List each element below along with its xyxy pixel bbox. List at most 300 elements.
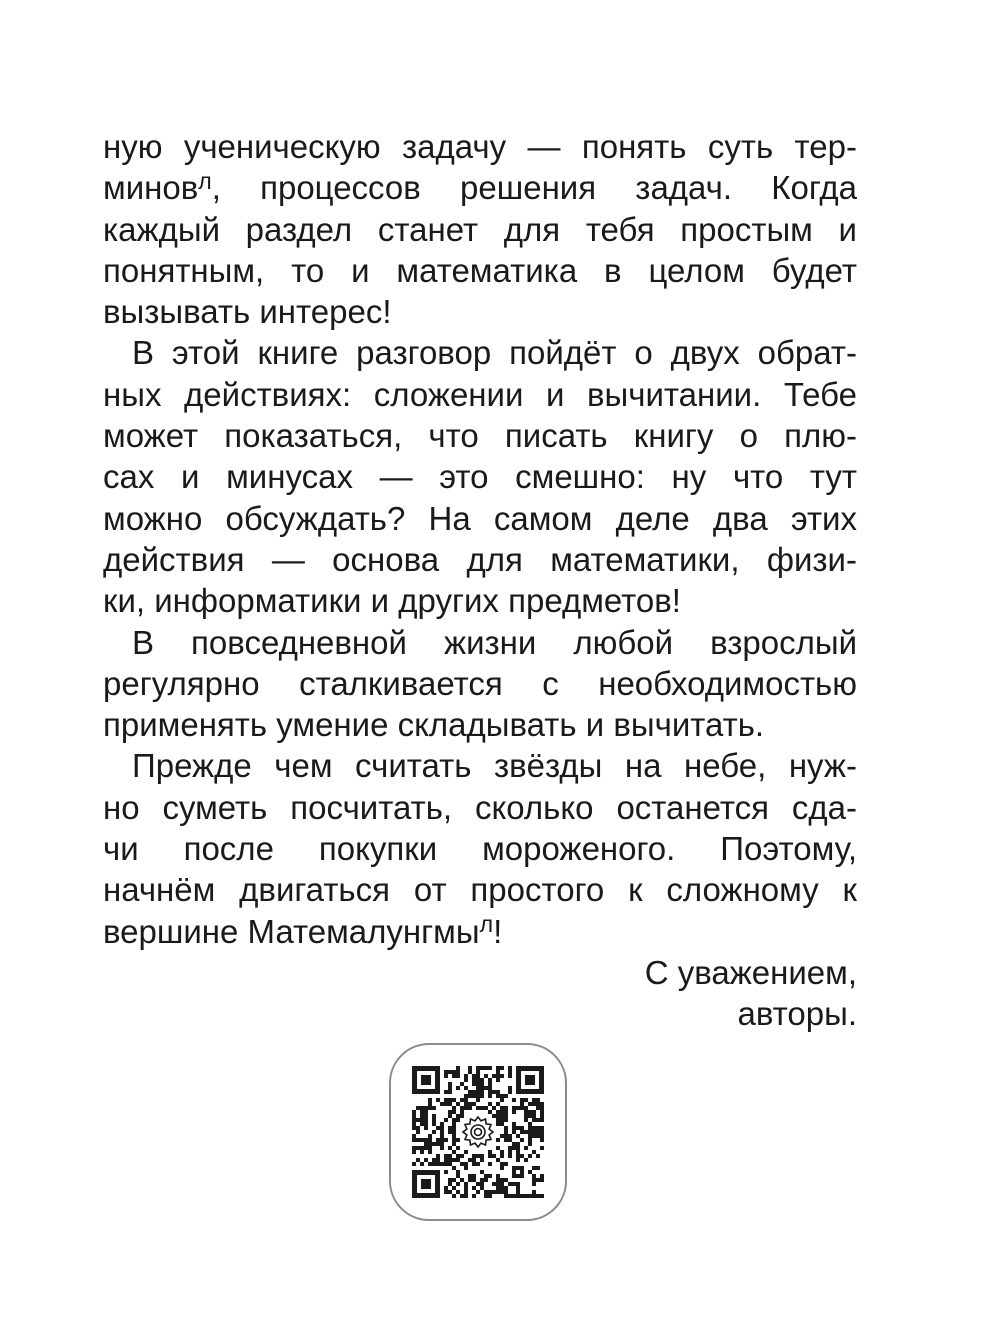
qr-module xyxy=(448,1126,452,1130)
qr-module xyxy=(444,1098,448,1102)
qr-module xyxy=(484,1174,488,1178)
qr-module xyxy=(420,1118,424,1122)
qr-module xyxy=(508,1154,512,1158)
qr-module xyxy=(508,1086,512,1090)
qr-module xyxy=(412,1134,416,1138)
qr-module xyxy=(432,1142,436,1146)
qr-module xyxy=(532,1174,536,1178)
qr-module xyxy=(504,1162,508,1166)
qr-module xyxy=(484,1178,488,1182)
qr-module xyxy=(492,1182,496,1186)
qr-module xyxy=(472,1102,476,1106)
qr-module xyxy=(420,1110,424,1114)
qr-module xyxy=(472,1078,476,1082)
qr-module xyxy=(520,1130,524,1134)
qr-module xyxy=(496,1174,500,1178)
qr-module xyxy=(488,1150,492,1154)
qr-module xyxy=(420,1122,424,1126)
qr-module xyxy=(452,1110,456,1114)
qr-module xyxy=(532,1150,536,1154)
qr-module xyxy=(460,1106,464,1110)
qr-module xyxy=(540,1138,544,1142)
qr-module xyxy=(432,1114,436,1118)
qr-module xyxy=(432,1122,436,1126)
qr-module xyxy=(532,1178,536,1182)
qr-module xyxy=(444,1074,448,1078)
text-line: вызывать интерес! xyxy=(103,293,392,331)
qr-module xyxy=(424,1110,428,1114)
qr-module xyxy=(456,1086,460,1090)
qr-module xyxy=(444,1118,448,1122)
qr-module xyxy=(472,1178,476,1182)
text-line: но суметь посчитать, сколько останется сда- xyxy=(103,788,857,826)
qr-module xyxy=(448,1130,452,1134)
qr-module xyxy=(488,1154,492,1158)
qr-module xyxy=(428,1098,432,1102)
qr-module xyxy=(528,1110,532,1114)
qr-module xyxy=(496,1090,500,1094)
qr-module xyxy=(480,1066,484,1070)
qr-module xyxy=(460,1082,464,1086)
qr-module xyxy=(468,1174,472,1178)
qr-module xyxy=(512,1130,516,1134)
qr-module xyxy=(492,1154,496,1158)
qr-module xyxy=(452,1150,456,1154)
qr-module xyxy=(456,1182,460,1186)
qr-module xyxy=(508,1146,512,1150)
qr-module xyxy=(508,1182,512,1186)
qr-module xyxy=(484,1106,488,1110)
qr-module xyxy=(416,1106,420,1110)
qr-module xyxy=(476,1106,480,1110)
qr-module xyxy=(512,1142,516,1146)
qr-module xyxy=(536,1118,540,1122)
qr-module xyxy=(508,1066,512,1070)
qr-module xyxy=(532,1102,536,1106)
qr-module xyxy=(488,1082,492,1086)
qr-module xyxy=(540,1110,544,1114)
qr-module xyxy=(532,1126,536,1130)
qr-module xyxy=(512,1122,516,1126)
qr-module xyxy=(508,1138,512,1142)
qr-module xyxy=(520,1106,524,1110)
qr-module xyxy=(508,1090,512,1094)
qr-module xyxy=(464,1098,468,1102)
qr-module xyxy=(436,1154,440,1158)
qr-module xyxy=(436,1158,440,1162)
qr-module xyxy=(472,1094,476,1098)
qr-module xyxy=(428,1150,432,1154)
qr-code-frame[interactable] xyxy=(389,1043,567,1221)
qr-module xyxy=(484,1086,488,1090)
qr-code-icon[interactable] xyxy=(412,1066,544,1198)
qr-module xyxy=(496,1118,500,1122)
qr-module xyxy=(516,1150,520,1154)
qr-module xyxy=(496,1070,500,1074)
qr-module xyxy=(448,1110,452,1114)
qr-module xyxy=(516,1154,520,1158)
qr-module xyxy=(412,1138,416,1142)
qr-module xyxy=(448,1146,452,1150)
qr-module xyxy=(528,1138,532,1142)
qr-module xyxy=(452,1138,456,1142)
qr-module xyxy=(472,1154,476,1158)
qr-module xyxy=(492,1106,496,1110)
qr-module xyxy=(476,1066,480,1070)
qr-module xyxy=(476,1182,480,1186)
qr-module xyxy=(424,1126,428,1130)
qr-module xyxy=(496,1094,500,1098)
qr-module xyxy=(488,1190,492,1194)
qr-module xyxy=(504,1190,508,1194)
qr-module xyxy=(520,1154,524,1158)
qr-module xyxy=(432,1118,436,1122)
qr-module xyxy=(412,1126,416,1130)
qr-module xyxy=(448,1158,452,1162)
qr-module xyxy=(488,1066,492,1070)
qr-module xyxy=(480,1078,484,1082)
qr-module xyxy=(540,1134,544,1138)
qr-module xyxy=(452,1186,456,1190)
qr-module xyxy=(532,1194,536,1198)
qr-module xyxy=(476,1082,480,1086)
qr-module xyxy=(496,1114,500,1118)
qr-module xyxy=(524,1194,528,1198)
qr-module xyxy=(420,1150,424,1154)
qr-module xyxy=(460,1162,464,1166)
qr-module xyxy=(464,1094,468,1098)
qr-module xyxy=(540,1178,544,1182)
qr-module xyxy=(540,1106,544,1110)
qr-module xyxy=(500,1154,504,1158)
qr-module xyxy=(452,1098,456,1102)
qr-module xyxy=(500,1122,504,1126)
qr-module xyxy=(500,1162,504,1166)
qr-module xyxy=(516,1182,520,1186)
qr-module xyxy=(536,1130,540,1134)
qr-module xyxy=(504,1138,508,1142)
qr-module xyxy=(420,1114,424,1118)
qr-module xyxy=(520,1102,524,1106)
qr-module xyxy=(452,1194,456,1198)
qr-module xyxy=(492,1090,496,1094)
qr-module xyxy=(536,1154,540,1158)
qr-module xyxy=(512,1146,516,1150)
qr-module xyxy=(468,1094,472,1098)
qr-module xyxy=(508,1074,512,1078)
qr-module xyxy=(424,1142,428,1146)
qr-module xyxy=(532,1130,536,1134)
qr-module xyxy=(468,1090,472,1094)
qr-module xyxy=(516,1186,520,1190)
qr-module xyxy=(468,1066,472,1070)
qr-module xyxy=(448,1082,452,1086)
qr-module xyxy=(504,1186,508,1190)
qr-module xyxy=(448,1178,452,1182)
qr-module xyxy=(536,1106,540,1110)
qr-module xyxy=(464,1182,468,1186)
qr-module xyxy=(488,1174,492,1178)
qr-module xyxy=(436,1098,440,1102)
qr-module xyxy=(500,1186,504,1190)
text-line: начнём двигаться от простого к сложному к xyxy=(103,871,857,909)
qr-module xyxy=(484,1066,488,1070)
qr-module xyxy=(460,1110,464,1114)
qr-module xyxy=(536,1126,540,1130)
qr-module xyxy=(540,1174,544,1178)
qr-module xyxy=(452,1158,456,1162)
qr-module xyxy=(512,1110,516,1114)
qr-module xyxy=(436,1138,440,1142)
text-line: В этой книге разговор пойдёт о двух обрат- xyxy=(132,334,857,372)
qr-module xyxy=(532,1182,536,1186)
qr-module xyxy=(424,1122,428,1126)
qr-module xyxy=(500,1110,504,1114)
qr-module xyxy=(452,1130,456,1134)
qr-module xyxy=(448,1190,452,1194)
qr-module xyxy=(452,1106,456,1110)
qr-module xyxy=(464,1150,468,1154)
qr-module xyxy=(480,1158,484,1162)
qr-module xyxy=(524,1146,528,1150)
qr-module xyxy=(504,1114,508,1118)
text-line: можно обсуждать? На самом деле два этих xyxy=(103,499,857,537)
qr-module xyxy=(536,1098,540,1102)
qr-module xyxy=(476,1090,480,1094)
qr-module xyxy=(528,1142,532,1146)
qr-module xyxy=(540,1130,544,1134)
qr-module xyxy=(464,1190,468,1194)
qr-module xyxy=(516,1158,520,1162)
glossary-mark: л xyxy=(198,167,212,194)
qr-module xyxy=(460,1154,464,1158)
qr-module xyxy=(448,1114,452,1118)
qr-module xyxy=(504,1178,508,1182)
qr-module xyxy=(508,1134,512,1138)
qr-module xyxy=(480,1154,484,1158)
qr-module xyxy=(464,1162,468,1166)
qr-module xyxy=(444,1102,448,1106)
qr-module xyxy=(536,1102,540,1106)
qr-module xyxy=(424,1118,428,1122)
qr-module xyxy=(476,1094,480,1098)
qr-module xyxy=(504,1130,508,1134)
qr-module xyxy=(484,1190,488,1194)
qr-module xyxy=(528,1194,532,1198)
text-line: Прежде чем считать звёзды на небе, нуж- xyxy=(132,747,857,785)
qr-module xyxy=(428,1102,432,1106)
qr-module xyxy=(488,1078,492,1082)
qr-module xyxy=(460,1194,464,1198)
qr-module xyxy=(480,1106,484,1110)
qr-module xyxy=(464,1166,468,1170)
qr-module xyxy=(472,1174,476,1178)
qr-module xyxy=(472,1186,476,1190)
qr-module xyxy=(464,1106,468,1110)
qr-module xyxy=(476,1074,480,1078)
qr-module xyxy=(496,1066,500,1070)
text-line: минов$^л$, процессов решения задач. Когда xyxy=(103,167,857,207)
qr-module xyxy=(412,1150,416,1154)
qr-module xyxy=(516,1190,520,1194)
text-line: вершине Матемалунгмы$^л$! xyxy=(103,911,503,950)
qr-module xyxy=(436,1126,440,1130)
qr-module xyxy=(432,1158,436,1162)
qr-module xyxy=(500,1150,504,1154)
qr-module xyxy=(412,1110,416,1114)
qr-module xyxy=(436,1142,440,1146)
qr-module xyxy=(468,1178,472,1182)
text-line: применять умение складывать и вычитать. xyxy=(103,706,765,744)
qr-module xyxy=(480,1086,484,1090)
text-line: ных действиях: сложении и вычитании. Тебе xyxy=(103,375,857,413)
qr-module xyxy=(524,1118,528,1122)
qr-module xyxy=(420,1162,424,1166)
text-line: чи после покупки мороженого. Поэтому, xyxy=(103,830,857,868)
qr-module xyxy=(524,1130,528,1134)
qr-module xyxy=(500,1106,504,1110)
qr-module xyxy=(524,1114,528,1118)
qr-module xyxy=(456,1174,460,1178)
qr-module xyxy=(444,1090,448,1094)
qr-module xyxy=(416,1130,420,1134)
qr-module xyxy=(440,1134,444,1138)
qr-module xyxy=(528,1154,532,1158)
qr-module xyxy=(428,1146,432,1150)
qr-module xyxy=(412,1146,416,1150)
qr-module xyxy=(452,1070,456,1074)
qr-module xyxy=(452,1142,456,1146)
qr-module xyxy=(540,1126,544,1130)
qr-module xyxy=(504,1118,508,1122)
text-line: В повседневной жизни любой взрослый xyxy=(132,623,857,661)
qr-module xyxy=(428,1138,432,1142)
qr-module xyxy=(460,1178,464,1182)
qr-module xyxy=(500,1182,504,1186)
qr-module xyxy=(540,1102,544,1106)
qr-module xyxy=(484,1194,488,1198)
qr-module xyxy=(476,1154,480,1158)
text-line: понятным, то и математика в целом будет xyxy=(103,251,857,289)
qr-module xyxy=(496,1102,500,1106)
qr-module xyxy=(532,1118,536,1122)
qr-module xyxy=(424,1158,428,1162)
qr-module xyxy=(448,1102,452,1106)
qr-module xyxy=(500,1178,504,1182)
qr-module xyxy=(424,1138,428,1142)
qr-module xyxy=(444,1186,448,1190)
qr-module xyxy=(472,1162,476,1166)
qr-module xyxy=(496,1122,500,1126)
qr-module xyxy=(476,1070,480,1074)
qr-module xyxy=(528,1170,532,1174)
qr-module xyxy=(540,1194,544,1198)
qr-module xyxy=(488,1094,492,1098)
qr-module xyxy=(412,1118,416,1122)
qr-module xyxy=(456,1146,460,1150)
qr-module xyxy=(536,1194,540,1198)
qr-module xyxy=(496,1158,500,1162)
qr-module xyxy=(540,1114,544,1118)
qr-module xyxy=(516,1134,520,1138)
qr-module xyxy=(512,1194,516,1198)
qr-module xyxy=(456,1170,460,1174)
qr-module xyxy=(500,1066,504,1070)
qr-module xyxy=(528,1122,532,1126)
qr-module xyxy=(464,1186,468,1190)
qr-module xyxy=(524,1158,528,1162)
qr-module xyxy=(476,1190,480,1194)
qr-module xyxy=(440,1162,444,1166)
qr-module xyxy=(488,1086,492,1090)
qr-module xyxy=(500,1166,504,1170)
qr-module xyxy=(424,1106,428,1110)
qr-module xyxy=(440,1142,444,1146)
text-line: ную ученическую задачу — понять суть тер- xyxy=(103,128,857,165)
qr-module xyxy=(512,1098,516,1102)
qr-module xyxy=(468,1070,472,1074)
qr-module xyxy=(440,1138,444,1142)
qr-module xyxy=(448,1070,452,1074)
qr-module xyxy=(520,1126,524,1130)
qr-module xyxy=(480,1170,484,1174)
signature-greeting: С уважением, xyxy=(644,953,857,991)
text-line: сах и минусах — это смешно: ну что тут xyxy=(103,458,857,496)
qr-module xyxy=(456,1074,460,1078)
qr-module xyxy=(492,1190,496,1194)
qr-module xyxy=(468,1102,472,1106)
qr-module xyxy=(472,1158,476,1162)
preface-text xyxy=(103,126,857,1035)
qr-module xyxy=(444,1158,448,1162)
qr-module xyxy=(456,1158,460,1162)
qr-module xyxy=(480,1094,484,1098)
qr-module xyxy=(472,1074,476,1078)
qr-module xyxy=(464,1102,468,1106)
qr-module xyxy=(452,1122,456,1126)
qr-module xyxy=(500,1190,504,1194)
qr-module xyxy=(428,1162,432,1166)
qr-module xyxy=(440,1102,444,1106)
qr-module xyxy=(456,1070,460,1074)
glossary-mark: л xyxy=(479,911,494,938)
qr-module xyxy=(492,1114,496,1118)
qr-module xyxy=(440,1146,444,1150)
qr-module xyxy=(460,1114,464,1118)
qr-module xyxy=(452,1074,456,1078)
qr-module xyxy=(472,1194,476,1198)
qr-module xyxy=(452,1134,456,1138)
qr-module xyxy=(480,1186,484,1190)
qr-module xyxy=(416,1146,420,1150)
qr-module xyxy=(508,1070,512,1074)
qr-module xyxy=(472,1090,476,1094)
qr-module xyxy=(496,1138,500,1142)
qr-module xyxy=(536,1134,540,1138)
qr-module xyxy=(476,1078,480,1082)
qr-module xyxy=(500,1074,504,1078)
qr-module xyxy=(512,1126,516,1130)
qr-module xyxy=(500,1134,504,1138)
qr-module xyxy=(516,1194,520,1198)
qr-module xyxy=(500,1118,504,1122)
qr-module xyxy=(476,1098,480,1102)
qr-module xyxy=(480,1082,484,1086)
qr-module xyxy=(416,1138,420,1142)
qr-module xyxy=(456,1190,460,1194)
qr-module xyxy=(460,1098,464,1102)
text-line: ки, информатики и других предметов! xyxy=(103,582,681,620)
